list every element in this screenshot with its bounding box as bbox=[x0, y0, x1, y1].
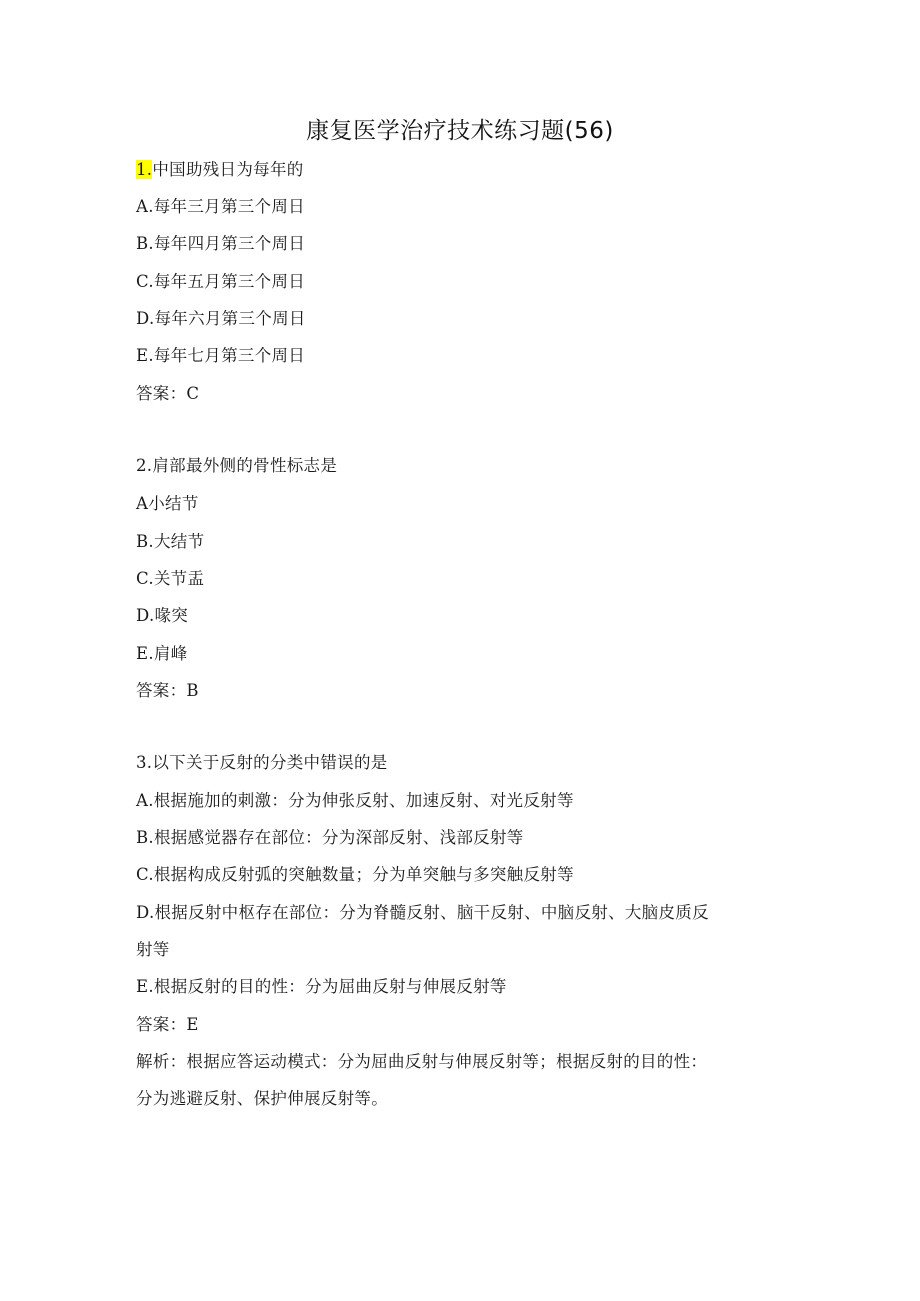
question-3-analysis-continued: 分为逃避反射、保护伸展反射等。 bbox=[136, 1089, 388, 1108]
question-3-stem: 3.以下关于反射的分类中错误的是 bbox=[136, 753, 388, 772]
question-1-option-a: A.每年三月第三个周日 bbox=[136, 197, 305, 216]
question-2-option-c: C.关节盂 bbox=[136, 569, 205, 588]
question-3-option-b: B.根据感觉器存在部位：分为深部反射、浅部反射等 bbox=[136, 828, 524, 847]
question-3-option-c: C.根据构成反射弧的突触数量；分为单突触与多突触反射等 bbox=[136, 865, 574, 884]
question-1-option-b: B.每年四月第三个周日 bbox=[136, 234, 306, 253]
question-3-option-a: A.根据施加的刺激：分为伸张反射、加速反射、对光反射等 bbox=[136, 791, 574, 810]
question-3-analysis: 解析：根据应答运动模式：分为屈曲反射与伸展反射等；根据反射的目的性： bbox=[136, 1052, 708, 1071]
question-1-option-e: E.每年七月第三个周日 bbox=[136, 346, 306, 365]
question-1-option-d: D.每年六月第三个周日 bbox=[136, 309, 306, 328]
question-1-stem bbox=[136, 158, 304, 182]
question-2-option-b: B.大结节 bbox=[136, 532, 205, 551]
question-1-text: 中国助残日为每年的 bbox=[152, 160, 304, 179]
question-1-option-c: C.每年五月第三个周日 bbox=[136, 272, 306, 291]
question-3-option-e: E.根据反射的目的性：分为屈曲反射与伸展反射等 bbox=[136, 977, 507, 996]
question-2-stem: 2.肩部最外侧的骨性标志是 bbox=[136, 456, 338, 475]
question-2-option-a: A小结节 bbox=[136, 494, 199, 513]
question-3-option-d-continued: 射等 bbox=[136, 940, 170, 959]
question-2-option-e: E.肩峰 bbox=[136, 644, 188, 663]
document-title: 康复医学治疗技术练习题(56) bbox=[306, 118, 614, 144]
question-1-answer: 答案：C bbox=[136, 384, 200, 403]
question-3-answer: 答案：E bbox=[136, 1015, 199, 1034]
question-1-number-highlight: 1. bbox=[136, 160, 153, 179]
question-2-answer: 答案：B bbox=[136, 681, 199, 700]
question-2-option-d: D.喙突 bbox=[136, 606, 189, 625]
question-3-option-d: D.根据反射中枢存在部位：分为脊髓反射、脑干反射、中脑反射、大脑皮质反 bbox=[136, 903, 709, 922]
